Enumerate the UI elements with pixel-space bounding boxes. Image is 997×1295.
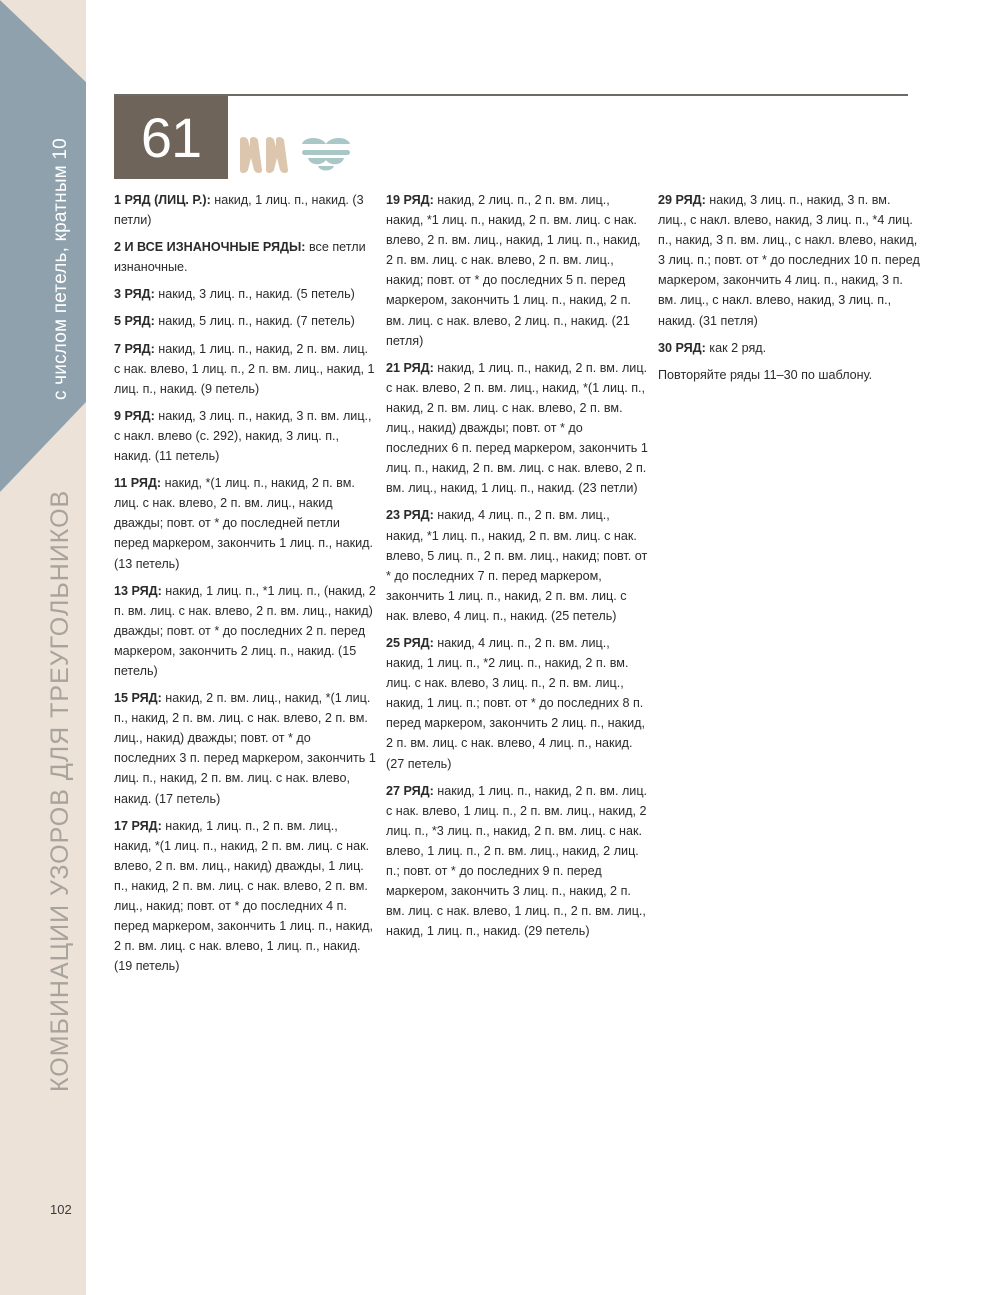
row-instruction [114, 688, 376, 809]
row-text: накид, 2 лиц. п., 2 п. вм. лиц., накид, *1 лиц. п., накид, 2 п. вм. лиц. с нак. влево, 2 п. вм. лиц., накид, 1 лиц. п., накид, 2 п. вм. лиц. с нак. влево, 2 п. вм. лиц., накид; повт. от * до последних 5 п. перед маркером, закончить 1 лиц. п., накид, 2 п. вм. лиц. с нак. влево, 2 лиц. п., накид. (21 петля) [386, 193, 641, 348]
chapter-title [38, 462, 82, 1092]
row-instruction [114, 339, 376, 399]
knit-stitch-icon [238, 136, 290, 176]
row-label: 29 РЯД: [658, 193, 706, 207]
row-instruction [386, 358, 648, 499]
row-text: накид, 4 лиц. п., 2 п. вм. лиц., накид, 1 лиц. п., *2 лиц. п., накид, 2 п. вм. лиц. с нак. влево, 3 лиц. п., 2 п. вм. лиц., накид, 1 лиц. п.; повт. от * до последних 8 п. перед маркером, закончить 2 лиц. п., накид, 2 п. вм. лиц. с нак. влево, 4 лиц. п., накид. (27 петель) [386, 635, 645, 771]
row-text: накид, 3 лиц. п., накид. (5 петель) [154, 287, 355, 302]
row-instruction [114, 406, 376, 466]
row-text: накид, 1 лиц. п., *1 лиц. п., (накид, 2 п. вм. лиц. с нак. влево, 2 п. вм. лиц., накид) дважды; повт. от * до последних 2 п. перед маркером, закончить 2 лиц. п., накид. (15 петель) [114, 583, 376, 678]
row-text: все петли изнаночные. [114, 240, 366, 275]
chapter-title-text: КОМБИНАЦИИ УЗОРОВ ДЛЯ ТРЕУГОЛЬНИКОВ [46, 489, 74, 1092]
purl-stitch-icon [300, 136, 352, 172]
row-label: 21 РЯД: [386, 360, 434, 375]
row-label: 9 РЯД: [114, 408, 155, 423]
row-text: накид, 3 лиц. п., накид, 3 п. вм. лиц., с накл. влево, накид, 3 лиц. п., *4 лиц. п., накид, 3 п. вм. лиц., с накл. влево, накид, 3 лиц. п.; повт. от * до последних 10 п. перед маркером, закончить 4 лиц. п., накид, 3 п. вм. лиц., с накл. влево, накид, 3 лиц. п., накид. (31 петля) [658, 193, 920, 328]
row-label: 23 РЯД: [386, 508, 434, 523]
row-text: накид, *(1 лиц. п., накид, 2 п. вм. лиц. с нак. влево, 2 п. вм. лиц., накид дважды; повт. от * до последней петли перед маркером, закончить 1 лиц. п., накид. (13 петель) [114, 476, 373, 571]
header-rule [114, 94, 908, 96]
row-text: накид, 1 лиц. п., накид, 2 п. вм. лиц. с нак. влево, 2 п. вм. лиц., накид, *(1 лиц. п., накид, 2 п. вм. лиц. с нак. влево, 2 п. вм. лиц., накид) дважды; повт. от * до последних 6 п. перед маркером, закончить 1 лиц. п., накид, 2 п. вм. лиц. с нак. влево, 2 п. вм. лиц., накид, 1 лиц. п., накид. (23 петли) [386, 360, 648, 496]
row-label: 7 РЯД: [114, 341, 155, 356]
row-instruction [114, 311, 376, 331]
row-instruction [114, 473, 376, 573]
row-text: как 2 ряд. [705, 340, 767, 355]
row-instruction [386, 781, 648, 942]
pattern-number: 61 [114, 96, 228, 179]
row-label: 2 И ВСЕ ИЗНАНОЧНЫЕ РЯДЫ: [114, 240, 306, 255]
row-label: 19 РЯД: [386, 193, 434, 207]
row-label: 27 РЯД: [386, 783, 434, 798]
row-label: 1 РЯД (ЛИЦ. Р.): [114, 193, 211, 207]
row-label: 5 РЯД: [114, 314, 155, 329]
row-label: 15 РЯД: [114, 691, 162, 706]
row-text: накид, 3 лиц. п., накид, 3 п. вм. лиц., с накл. влево (с. 292), накид, 3 лиц. п., накид. (11 петель) [114, 408, 372, 464]
row-text: накид, 1 лиц. п., 2 п. вм. лиц., накид, *(1 лиц. п., накид, 2 п. вм. лиц. с нак. влево, 2 п. вм. лиц., накид) дважды, 1 лиц. п., накид, 2 п. вм. лиц. с нак. влево, 2 п. вм. лиц., накид; повт. от * до последних 4 п. перед маркером, закончить 1 лиц. п., накид, 2 п. вм. лиц. с нак. влево, 1 лиц. п., накид. (19 петель) [114, 818, 373, 974]
section-subtitle [41, 2, 81, 400]
instructions-column-3 [658, 190, 920, 392]
row-text: накид, 2 п. вм. лиц., накид, *(1 лиц. п., накид, 2 п. вм. лиц. с нак. влево, 2 п. вм. лиц., накид) дважды; повт. от * до последних 3 п. перед маркером, закончить 1 лиц. п., накид, 2 п. вм. лиц. с нак. влево, накид. (17 петель) [114, 691, 376, 806]
row-text: накид, 1 лиц. п., накид. (3 петли) [114, 193, 364, 228]
row-text: накид, 1 лиц. п., накид, 2 п. вм. лиц. с нак. влево, 1 лиц. п., 2 п. вм. лиц., накид, 1 лиц. п., накид. (9 петель) [114, 341, 375, 396]
row-instruction [114, 237, 376, 277]
row-instruction [386, 633, 648, 774]
row-label: 13 РЯД: [114, 583, 162, 598]
row-instruction [114, 816, 376, 977]
page-number: 102 [50, 1202, 72, 1217]
row-label: 11 РЯД: [114, 476, 162, 491]
row-text: накид, 4 лиц. п., 2 п. вм. лиц., накид, *1 лиц. п., накид, 2 п. вм. лиц. с нак. влево, 5 лиц. п., 2 п. вм. лиц., накид; повт. от * до последних 7 п. перед маркером, закончить 1 лиц. п., накид, 2 п. вм. лиц. с нак. влево, 4 лиц. п., накид. (25 петель) [386, 508, 648, 623]
row-instruction [386, 190, 648, 351]
row-instruction [114, 190, 376, 230]
row-instruction [114, 581, 376, 681]
row-label: 30 РЯД: [658, 340, 706, 355]
row-label: 3 РЯД: [114, 287, 155, 302]
row-instruction [658, 338, 920, 358]
repeat-note: Повторяйте ряды 11–30 по шаблону. [658, 367, 873, 382]
row-text: накид, 1 лиц. п., накид, 2 п. вм. лиц. с нак. влево, 1 лиц. п., 2 п. вм. лиц., накид, 2 лиц. п., *3 лиц. п., накид, 2 п. вм. лиц. с нак. влево, 1 лиц. п., 2 п. вм. лиц., накид, 2 лиц. п.; повт. от * до последних 9 п. перед маркером, закончить 3 лиц. п., накид, 2 п. вм. лиц. с нак. влево, 1 лиц. п., 2 п. вм. лиц., накид, 1 лиц. п., накид. (29 петель) [386, 783, 648, 939]
row-text: накид, 5 лиц. п., накид. (7 петель) [154, 314, 355, 329]
instructions-column-1 [114, 190, 376, 983]
row-instruction [386, 505, 648, 626]
row-instruction [658, 190, 920, 331]
row-instruction [114, 284, 376, 304]
instructions-column-2 [386, 190, 648, 948]
row-label: 25 РЯД: [386, 635, 434, 650]
section-subtitle-text: с числом петель, кратным 10 [50, 138, 71, 400]
row-label: 17 РЯД: [114, 818, 162, 833]
